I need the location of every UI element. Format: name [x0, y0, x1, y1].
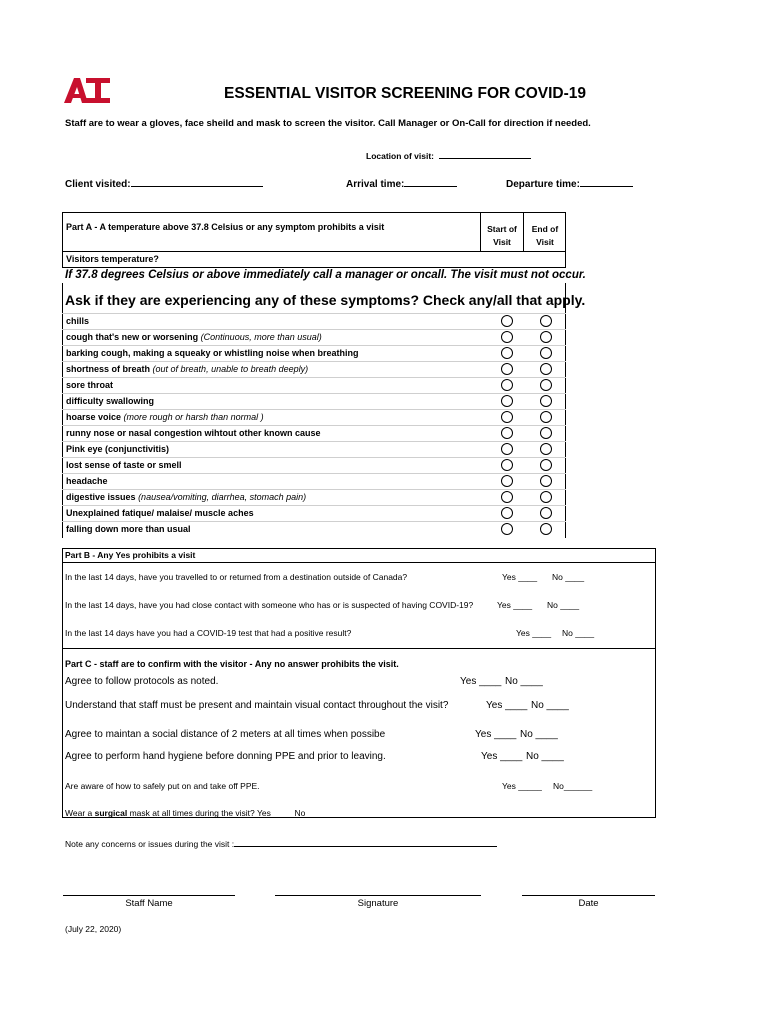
- mask-type: surgical: [94, 808, 128, 818]
- part-a-header: [62, 212, 566, 252]
- intro-text: Staff are to wear a gloves, face sheild and mask to screen the visitor. Call Manager or On-Call for direction if needed.: [65, 118, 591, 129]
- start-of-visit-checkbox[interactable]: [501, 411, 513, 423]
- start-of-visit-checkbox[interactable]: [501, 443, 513, 455]
- arrival-label: Arrival time:: [346, 179, 405, 190]
- client-label: Client visited:: [65, 179, 131, 190]
- page-title: ESSENTIAL VISITOR SCREENING FOR COVID-19: [223, 85, 587, 102]
- symptom-row: [62, 377, 566, 394]
- temperature-warning: If 37.8 degrees Celsius or above immediately call a manager or oncall. The visit must not occur.: [65, 269, 586, 281]
- start-of-visit-checkbox[interactable]: [501, 459, 513, 471]
- symptom-row: [62, 393, 566, 410]
- arrival-field[interactable]: [346, 176, 457, 190]
- start-of-visit-checkbox[interactable]: [501, 395, 513, 407]
- symptom-label: shortness of breath (out of breath, unable to breath deeply): [66, 364, 309, 374]
- symptom-label: sore throat: [66, 380, 114, 390]
- end-of-visit-checkbox[interactable]: [540, 347, 552, 359]
- departure-label: Departure time:: [506, 179, 580, 190]
- part-c-item-5: Are aware of how to safely put on and take off PPE.: [65, 781, 260, 791]
- part-c-item-2-yes[interactable]: Yes ____: [486, 700, 528, 711]
- date-label: Date: [578, 898, 599, 909]
- part-c-item-5-no[interactable]: No______: [553, 781, 593, 791]
- start-of-visit-checkbox[interactable]: [501, 331, 513, 343]
- end-of-visit-column: End of Visit: [523, 213, 566, 251]
- symptom-row: [62, 457, 566, 474]
- end-of-visit-checkbox[interactable]: [540, 379, 552, 391]
- symptom-note: (Continuous, more than usual): [200, 332, 322, 342]
- part-b-q2-yes[interactable]: Yes ____: [497, 600, 533, 610]
- symptom-label: cough that's new or worsening (Continuous, more than usual): [66, 332, 322, 342]
- start-of-visit-checkbox[interactable]: [501, 315, 513, 327]
- symptom-row: [62, 489, 566, 506]
- part-b-question-3: In the last 14 days have you had a COVID-19 test that had a positive result?: [65, 628, 352, 638]
- symptom-row: [62, 409, 566, 426]
- end-of-visit-checkbox[interactable]: [540, 427, 552, 439]
- symptom-row: [62, 329, 566, 346]
- staff-name-line[interactable]: [63, 895, 235, 896]
- symptom-label: lost sense of taste or smell: [66, 460, 182, 470]
- part-b-q1-yes[interactable]: Yes ____: [502, 572, 538, 582]
- symptom-label: Pink eye (conjunctivitis): [66, 444, 170, 454]
- end-of-visit-checkbox[interactable]: [540, 443, 552, 455]
- concerns-field[interactable]: [65, 836, 497, 849]
- part-a-label: Part A - A temperature above 37.8 Celsius or any symptom prohibits a visit: [66, 222, 385, 232]
- revision-date: (July 22, 2020): [65, 924, 122, 934]
- signature-line[interactable]: [275, 895, 481, 896]
- symptom-row: [62, 425, 566, 442]
- part-c-item-1-yes[interactable]: Yes ____: [460, 676, 502, 687]
- part-b-q3-no[interactable]: No ____: [562, 628, 595, 638]
- part-c-item-4: Agree to perform hand hygiene before donning PPE and prior to leaving.: [65, 751, 386, 762]
- end-of-visit-checkbox[interactable]: [540, 459, 552, 471]
- part-c-item-3-no[interactable]: No ____: [520, 729, 558, 740]
- staff-name-label: Staff Name: [125, 898, 173, 909]
- part-c-item-3-yes[interactable]: Yes ____: [475, 729, 517, 740]
- symptom-row: [62, 473, 566, 490]
- symptoms-heading: Ask if they are experiencing any of these symptoms? Check any/all that apply.: [65, 292, 586, 308]
- part-c-item-1: Agree to follow protocols as noted.: [65, 676, 219, 687]
- date-line[interactable]: [522, 895, 655, 896]
- end-of-visit-checkbox[interactable]: [540, 315, 552, 327]
- departure-field[interactable]: [506, 176, 633, 190]
- part-b-q3-yes[interactable]: Yes ____: [516, 628, 552, 638]
- symptom-label: chills: [66, 316, 90, 326]
- end-of-visit-checkbox[interactable]: [540, 331, 552, 343]
- part-c-item-2: Understand that staff must be present and maintain visual contact throughout the visit?: [65, 700, 449, 711]
- start-of-visit-checkbox[interactable]: [501, 379, 513, 391]
- start-of-visit-checkbox[interactable]: [501, 523, 513, 535]
- symptom-label: barking cough, making a squeaky or whistling noise when breathing: [66, 348, 359, 358]
- part-b-question-2: In the last 14 days, have you had close contact with someone who has or is suspected of having COVID-19?: [65, 600, 474, 610]
- start-of-visit-checkbox[interactable]: [501, 363, 513, 375]
- part-b-divider: [62, 562, 656, 563]
- mask-question[interactable]: Wear a surgical mask at all times during the visit? Yes ____ No_____: [65, 808, 329, 818]
- part-c-item-4-no[interactable]: No ____: [526, 751, 564, 762]
- temperature-row: [62, 252, 566, 268]
- symptom-note: (more rough or harsh than normal ): [123, 412, 264, 422]
- symptom-note: (nausea/vomiting, diarrhea, stomach pain): [138, 492, 307, 502]
- part-c-divider: [62, 648, 656, 649]
- symptom-label: falling down more than usual: [66, 524, 191, 534]
- symptom-label: digestive issues (nausea/vomiting, diarrhea, stomach pain): [66, 492, 307, 502]
- part-b-q2-no[interactable]: No ____: [547, 600, 580, 610]
- location-field[interactable]: [366, 148, 531, 161]
- symptom-label: runny nose or nasal congestion wihtout other known cause: [66, 428, 321, 438]
- signature-label: Signature: [357, 898, 399, 909]
- end-of-visit-checkbox[interactable]: [540, 395, 552, 407]
- symptom-label: Unexplained fatique/ malaise/ muscle aches: [66, 508, 254, 518]
- symptom-row: [62, 313, 566, 330]
- end-of-visit-checkbox[interactable]: [540, 523, 552, 535]
- start-of-visit-checkbox[interactable]: [501, 491, 513, 503]
- part-c-item-5-yes[interactable]: Yes _____: [502, 781, 542, 791]
- symptom-label: difficulty swallowing: [66, 396, 155, 406]
- part-c-item-2-no[interactable]: No ____: [531, 700, 569, 711]
- start-of-visit-checkbox[interactable]: [501, 427, 513, 439]
- part-c-item-4-yes[interactable]: Yes ____: [481, 751, 523, 762]
- symptom-note: (out of breath, unable to breath deeply): [152, 364, 309, 374]
- start-of-visit-checkbox[interactable]: [501, 475, 513, 487]
- end-of-visit-checkbox[interactable]: [540, 491, 552, 503]
- symptom-row: [62, 441, 566, 458]
- part-c-item-3: Agree to maintan a social distance of 2 meters at all times when possibe: [65, 729, 386, 740]
- part-b-label: Part B - Any Yes prohibits a visit: [65, 550, 196, 560]
- symptom-row: [62, 505, 566, 522]
- temperature-label: Visitors temperature?: [66, 254, 159, 264]
- start-of-visit-checkbox[interactable]: [501, 507, 513, 519]
- part-c-item-1-no[interactable]: No ____: [505, 676, 543, 687]
- end-of-visit-checkbox[interactable]: [540, 475, 552, 487]
- concerns-label: Note any concerns or issues during the visit :: [65, 839, 235, 849]
- symptom-row: [62, 345, 566, 362]
- part-c-label: Part C - staff are to confirm with the visitor - Any no answer prohibits the visit.: [65, 659, 399, 669]
- start-of-visit-checkbox[interactable]: [501, 347, 513, 359]
- symptom-label: headache: [66, 476, 108, 486]
- part-b-q1-no[interactable]: No ____: [552, 572, 585, 582]
- location-label: Location of visit:: [366, 151, 434, 161]
- symptom-row: [62, 361, 566, 378]
- end-of-visit-checkbox[interactable]: [540, 363, 552, 375]
- end-of-visit-checkbox[interactable]: [540, 411, 552, 423]
- end-of-visit-checkbox[interactable]: [540, 507, 552, 519]
- symptom-row: [62, 521, 566, 538]
- start-of-visit-column: Start of Visit: [480, 213, 523, 251]
- client-field[interactable]: [65, 176, 263, 190]
- symptom-label: hoarse voice (more rough or harsh than normal ): [66, 412, 264, 422]
- part-b-question-1: In the last 14 days, have you travelled to or returned from a destination outside of Canada?: [65, 572, 408, 582]
